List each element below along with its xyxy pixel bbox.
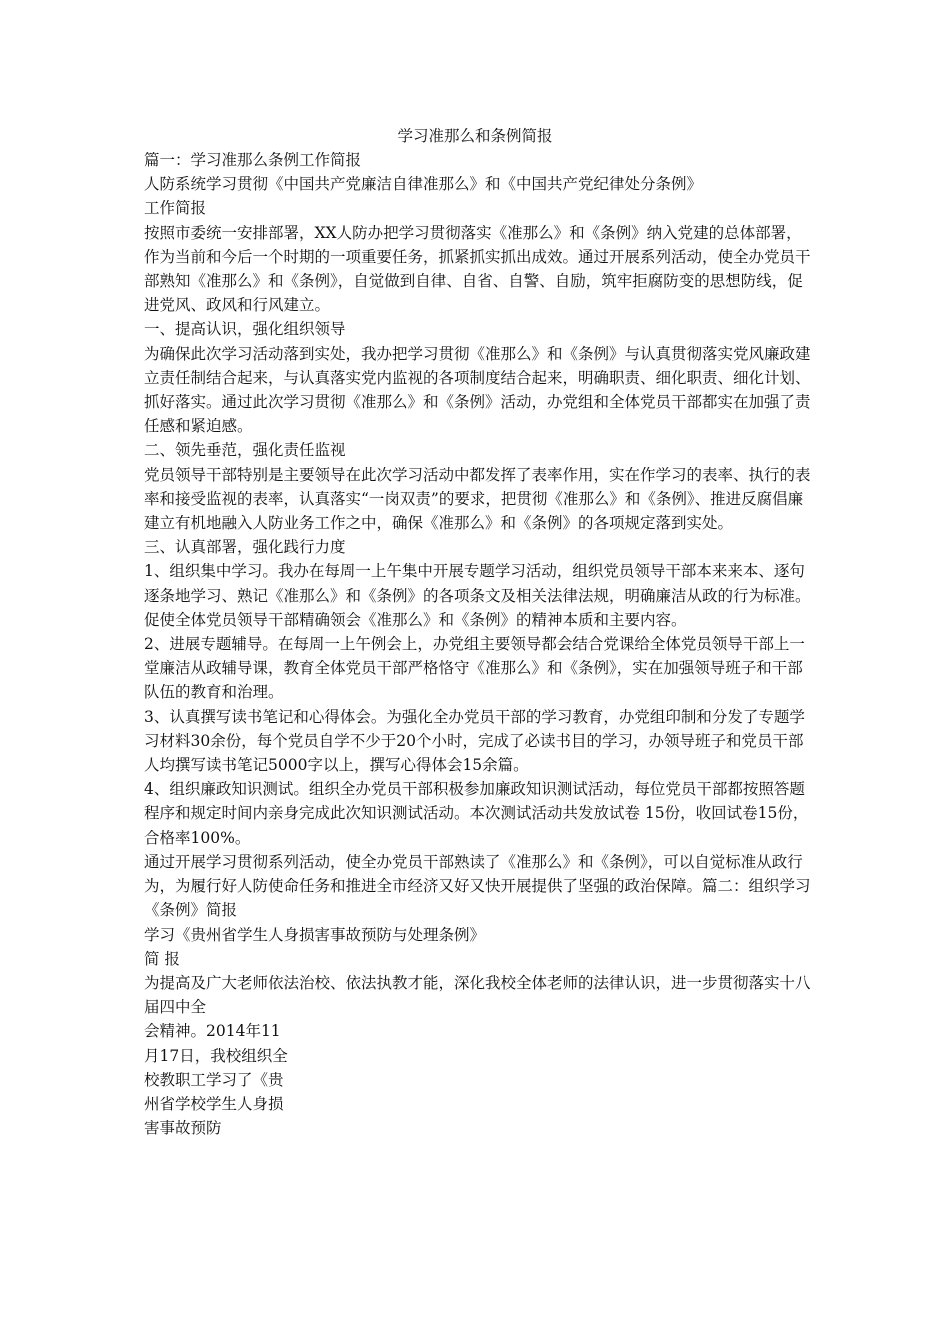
document-body: [144, 148, 814, 1140]
paragraph-subtitle: 人防系统学习贯彻《中国共产党廉洁自律准那么》和《中国共产党纪律处分条例》: [144, 175, 703, 194]
paragraph-heading-article-one: 篇一：学习准那么条例工作简报: [144, 151, 362, 169]
paragraph-item-four: 4、组织廉政知识测试。组织全办党员干部积极参加廉政知识测试活动，每位党员干部都按照答题程序和规定时间内亲身完成此次知识测试活动。本次测试活动共发放试卷 15份，收回试卷15份，合格率100%。: [144, 780, 809, 847]
paragraph-report-label: 工作简报: [144, 199, 207, 218]
paragraph-article-two-continued: 会精神。2014年11月17日，我校组织全校教职工学习了《贵州省学校学生人身损害事故预防: [144, 1022, 288, 1138]
paragraph-section-one-heading: 一、提高认识，强化组织领导: [144, 320, 346, 339]
paragraph-article-two-title: 学习《贵州省学生人身损害事故预防与处理条例》: [144, 925, 486, 944]
paragraph-intro: 按照市委统一安排部署，XX人防办把学习贯彻落实《准那么》和《条例》纳入党建的总体部署，作为当前和今后一个时期的一项重要任务，抓紧抓实抓出成效。通过开展系列活动，使全办党员干部熟知《准那么》和《条例》，自觉做到自律、自省、自警、自励，筑牢拒腐防变的思想防线，促进党风、政风和行风建立。: [144, 223, 811, 315]
paragraph-item-three: 3、认真撰写读书笔记和心得体会。为强化全办党员干部的学习教育，办党组印制和分发了专题学习材料30余份，每个党员自学不少于20个小时，完成了必读书目的学习，办领导班子和党员干部人均撰写读书笔记5000字以上，撰写心得体会15余篇。: [144, 707, 805, 775]
paragraph-brief-label: 简 报: [144, 949, 180, 968]
paragraph-article-two-intro: 为提高及广大老师依法治校、依法执教才能，深化我校全体老师的法律认识，进一步贯彻落实十八届四中全: [144, 973, 811, 1017]
paragraph-item-two: 2、进展专题辅导。在每周一上午例会上，办党组主要领导都会结合党课给全体党员领导干部上一堂廉洁从政辅导课，教育全体党员干部严格恪守《准那么》和《条例》，实在加强领导班子和干部队伍的教育和治理。: [144, 635, 805, 702]
paragraph-section-three-heading: 三、认真部署，强化践行力度: [144, 538, 346, 557]
document-title: 学习准那么和条例简报: [397, 127, 553, 145]
paragraph-conclusion: 通过开展学习贯彻系列活动，使全办党员干部熟读了《准那么》和《条例》，可以自觉标准从政行为，为履行好人防使命任务和推进全市经济又好又快开展提供了坚强的政治保障。篇二：组织学习《条例》简报: [144, 852, 811, 920]
paragraph-section-two-heading: 二、领先垂范，强化责任监视: [144, 441, 346, 460]
paragraph-item-one: 1、组织集中学习。我办在每周一上午集中开展专题学习活动，组织党员领导干部本来来本、逐句逐条地学习、熟记《准那么》和《条例》的各项条文及相关法律法规，明确廉洁从政的行为标准。促使全体党员领导干部精确领会《准那么》和《条例》的精神本质和主要内容。: [144, 562, 811, 629]
paragraph-section-one-body: 为确保此次学习活动落到实处，我办把学习贯彻《准那么》和《条例》与认真贯彻落实党风廉政建立责任制结合起来，与认真落实党内监视的各项制度结合起来，明确职责、细化职责、细化计划、抓好落实。通过此次学习贯彻《准那么》和《条例》活动，办党组和全体党员干部都实在加强了责任感和紧迫感。: [144, 344, 811, 436]
paragraph-section-two-body: 党员领导干部特别是主要领导在此次学习活动中都发挥了表率作用，实在作学习的表率、执行的表率和接受监视的表率，认真落实“一岗双责”的要求，把贯彻《准那么》和《条例》、推进反腐倡廉建立有机地融入人防业务工作之中，确保《准那么》和《条例》的各项规定落到实处。: [144, 465, 811, 533]
